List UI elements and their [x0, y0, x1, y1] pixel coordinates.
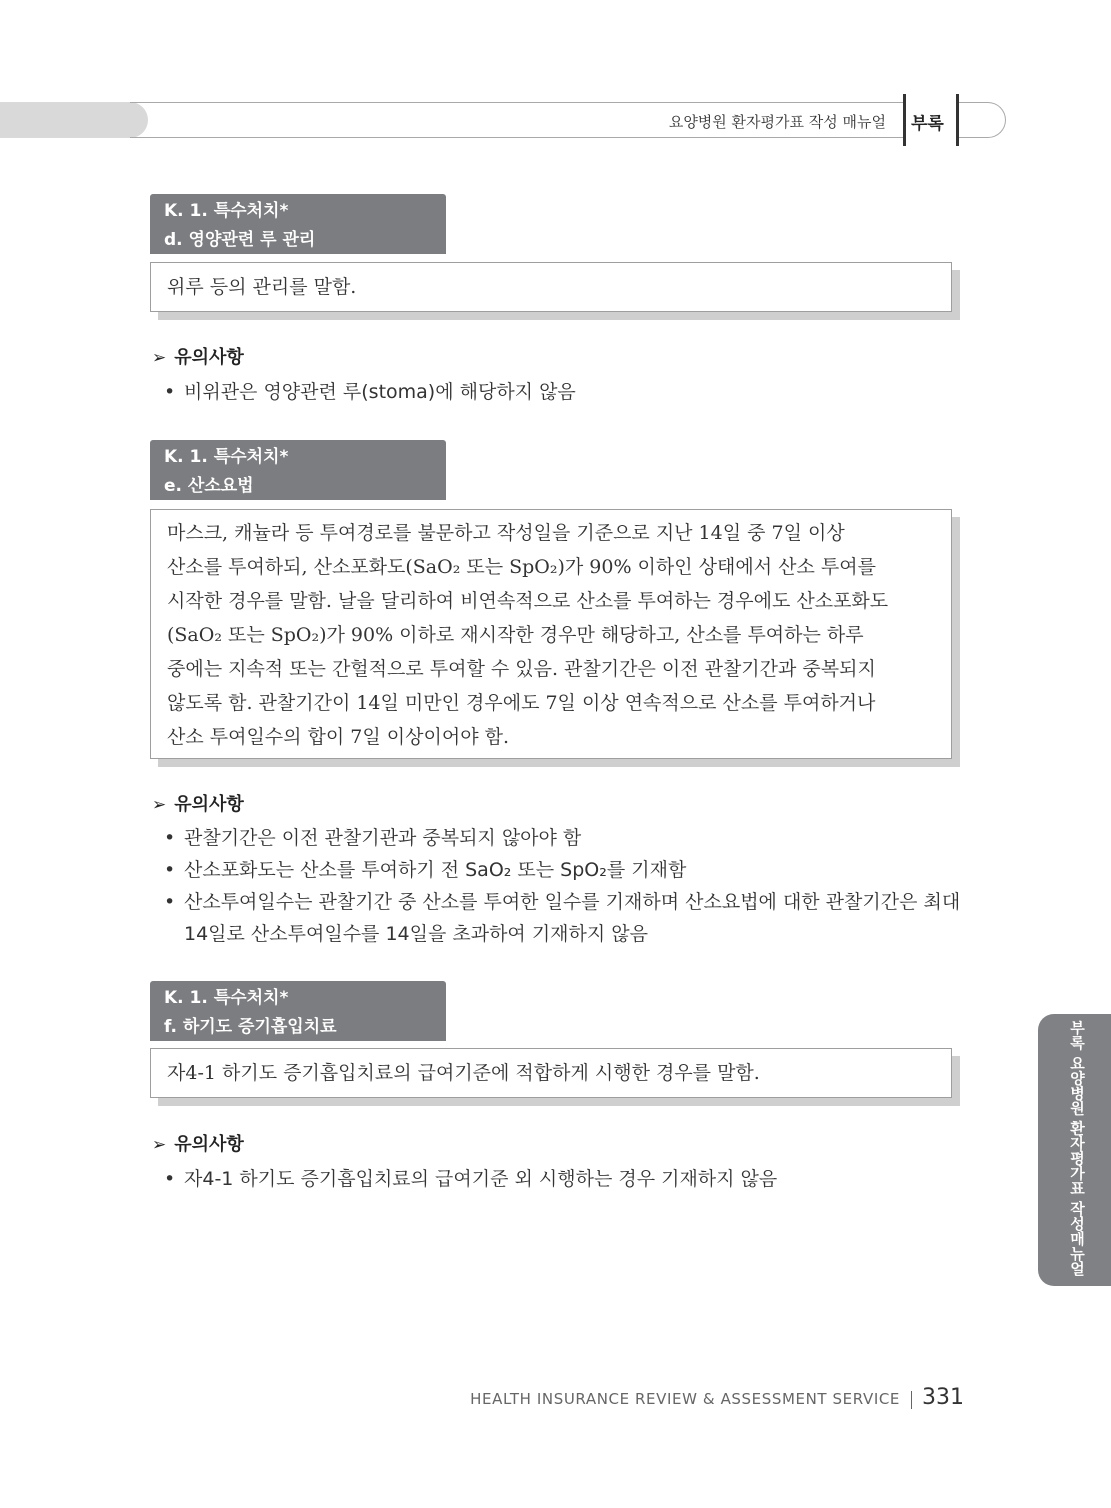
header-title: 요양병원 환자평가표 작성 매뉴얼: [668, 113, 886, 131]
definition-line: 마스크, 캐뉼라 등 투여경로를 불문하고 작성일을 기준으로 지난 14일 중 7일 이상: [167, 522, 845, 544]
definition-text: 자4-1 하기도 증기흡입치료의 급여기준에 적합하게 시행한 경우를 말함.: [167, 1062, 760, 1084]
section-heading: [150, 194, 446, 254]
definition-box: [150, 262, 952, 312]
notes-list: [164, 1163, 964, 1195]
definition-box: [150, 509, 952, 759]
definition-text: 위루 등의 관리를 말함.: [167, 276, 357, 298]
header-tag: 부록: [911, 114, 944, 134]
arrow-icon: ➢: [152, 348, 167, 368]
section-heading-item: f. 하기도 증기흡입치료: [164, 1017, 337, 1037]
section-heading-item: e. 산소요법: [164, 476, 254, 496]
header-divider: [903, 94, 906, 146]
section-heading-item: d. 영양관련 루 관리: [164, 230, 316, 250]
arrow-icon: ➢: [152, 795, 167, 815]
notes-heading-label: 유의사항: [174, 1134, 244, 1155]
footer-organization: HEALTH INSURANCE REVIEW & ASSESSMENT SERVICE: [470, 1390, 900, 1408]
definition-line: 시작한 경우를 말함. 날을 달리하여 비연속적으로 산소를 투여하는 경우에도 산소포화도: [167, 590, 889, 612]
section-heading: [150, 981, 446, 1041]
definition-line: 산소 투여일수의 합이 7일 이상이어야 함.: [167, 726, 509, 748]
page-number: 331: [922, 1385, 964, 1410]
header-left-tab: [0, 102, 148, 138]
header-end-cap: [959, 102, 1006, 138]
definition-line: 않도록 함. 관찰기간이 14일 미만인 경우에도 7일 이상 연속적으로 산소를 투여하거나: [167, 692, 876, 714]
note-item: • 비위관은 영양관련 루(stoma)에 해당하지 않음: [164, 376, 964, 408]
definition-line: (SaO₂ 또는 SpO₂)가 90% 이하로 재시작한 경우만 해당하고, 산소를 투여하는 하루: [167, 624, 864, 646]
section-heading-category: K. 1. 특수처치*: [164, 447, 289, 467]
notes-heading: [152, 1130, 244, 1156]
notes-heading: [152, 790, 244, 816]
definition-box: [150, 1048, 952, 1098]
notes-list: [164, 822, 964, 950]
note-item: • 산소포화도는 산소를 투여하기 전 SaO₂ 또는 SpO₂를 기재함: [164, 854, 964, 886]
side-chapter-label: 부록 요양병원 환자평가표 작성매뉴얼: [1068, 1020, 1086, 1276]
notes-heading: [152, 343, 244, 369]
definition-line: 중에는 지속적 또는 간헐적으로 투여할 수 있음. 관찰기간은 이전 관찰기간과 중복되지: [167, 658, 876, 680]
section-heading-category: K. 1. 특수처치*: [164, 201, 289, 221]
section-heading-category: K. 1. 특수처치*: [164, 988, 289, 1008]
notes-list: [164, 376, 964, 408]
definition-line: 산소를 투여하되, 산소포화도(SaO₂ 또는 SpO₂)가 90% 이하인 상태에서 산소 투여를: [167, 556, 876, 578]
arrow-icon: ➢: [152, 1135, 167, 1155]
notes-heading-label: 유의사항: [174, 347, 244, 368]
note-item: • 산소투여일수는 관찰기간 중 산소를 투여한 일수를 기재하며 산소요법에 대한 관찰기간은 최대 14일로 산소투여일수를 14일을 초과하여 기재하지 않음: [164, 886, 964, 950]
note-item: • 자4-1 하기도 증기흡입치료의 급여기준 외 시행하는 경우 기재하지 않음: [164, 1163, 964, 1195]
section-heading: [150, 440, 446, 500]
note-item: • 관찰기간은 이전 관찰기관과 중복되지 않아야 함: [164, 822, 964, 854]
footer-divider: [911, 1391, 912, 1409]
notes-heading-label: 유의사항: [174, 794, 244, 815]
